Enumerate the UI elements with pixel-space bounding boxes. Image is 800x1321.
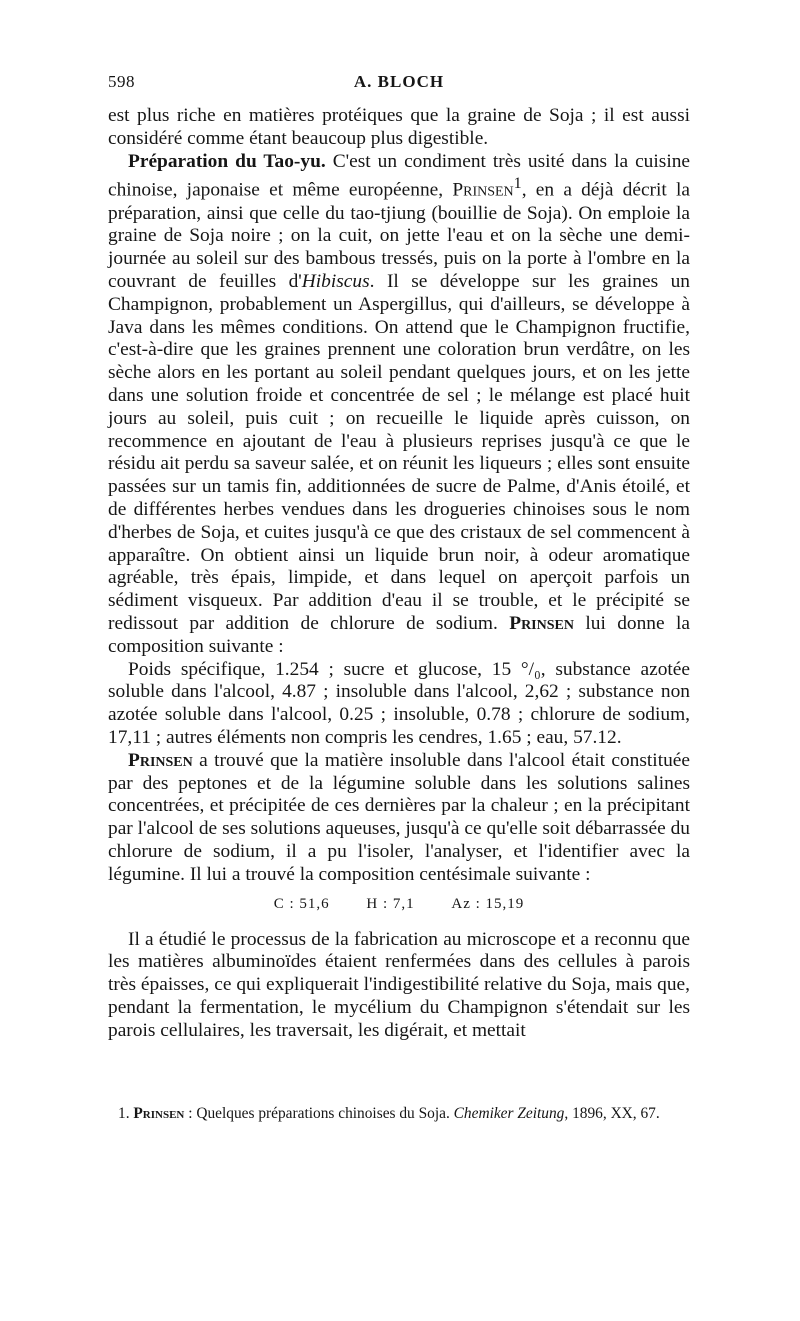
section-heading: Préparation du Tao-yu. (128, 150, 326, 172)
composition-formula (108, 891, 690, 917)
footnote-author: Prinsen (133, 1105, 185, 1122)
formula-nitrogen: Az : 15,19 (451, 895, 525, 912)
footnote-reference: 1 (513, 175, 522, 193)
formula-carbon: C : 51,6 (273, 895, 330, 912)
text-run: , substance azotée soluble dans l'alcool, 4.87 ; insoluble dans l'alcool, 2,62 ; substance non azotée soluble dans l'alcool, 0.25 ; insoluble, 0.78 ; chlorure de sodium, 17,11 ; autres éléments non compris les cendres, 1.65 ; eau, 57.12. (108, 658, 690, 748)
percent-sign: °/₀ (520, 658, 541, 680)
page-header (108, 72, 690, 98)
footnote-text: : Quelques préparations chinoises du Soja. (184, 1105, 454, 1122)
page-number: 598 (108, 72, 135, 91)
formula-hydrogen: H : 7,1 (366, 895, 415, 912)
paragraph-preparation (108, 151, 690, 659)
text-run: lui donne la composition suivante : (108, 613, 690, 657)
footnote-journal: Chemiker Zeitung (453, 1105, 565, 1122)
text-run: . Il se développe sur les graines un Champignon, probablement un Aspergillus, qui d'ailleurs, se développe à Java dans les mêmes conditions. On attend que le Champignon fructifie, c'est-à-dire que les graines prennent une coloration brun verdâtre, on les sèche alors en les portant au soleil pendant quelques jours, et on les jette dans une solution froide et concentrée de sel ; le mélange est placé huit jours au soleil, puis cuit ; on recueille le liquide après cuisson, on recommence en ajoutant de l'eau à plusieurs reprises jusqu'à ce que le résidu ait perdu sa saveur salée, et on réunit les liqueurs ; elles sont ensuite passées sur un tamis fin, additionnées de sucre de Palme, d'Anis étoilé, et de différentes herbes vendues dans les drogueries chinoises sous le nom d'herbes de Soja, et cuites jusqu'à ce que des cristaux de sel commencent à apparaître. On obtient ainsi un liquide brun noir, à odeur aromatique agréable, très épais, limpide, et dans lequel on aperçoit parfois un sédiment visqueux. Par addition d'eau il se trouble, et le précipité se redissout par addition de chlorure de sodium. (108, 271, 690, 634)
text-run: , en a déjà décrit la préparation, ainsi que celle du tao-tjiung (bouillie de Soja). On emploie la graine de Soja noire ; on la cuit, on jette l'eau et on la sèche une demi-journée au soleil sur des bambous tressés, puis on la porte à l'ombre en la couvrant de feuilles d' (108, 179, 690, 293)
text-run: a trouvé que la matière insoluble dans l'alcool était constituée par des peptones et de la légumine soluble dans les solutions salines concentrées, et précipitée de ces dernières par la chaleur ; en la précipitant par l'alcool de ses solutions aqueuses, jusqu'à ce qu'elle soit débarrassée du chlorure de sodium, il a pu l'isoler, l'analyser, et l'identifier avec la légumine. Il lui a trouvé la composition centésimale suivante : (108, 749, 690, 885)
paragraph-microscope: Il a étudié le processus de la fabrication au microscope et a reconnu que les matières albuminoïdes étaient renfermées dans des cellules à parois très épaisses, ce qui expliquerait l'indigestibilité relative du Soja, mais que, pendant la fermentation, le mycélium du Champignon s'étendait sur les parois cellulaires, les traversait, les digérait, et mettait (108, 928, 690, 1041)
footnote (108, 1104, 690, 1124)
text-run: Poids spécifique, 1.254 ; sucre et glucose, 15 (128, 658, 521, 680)
footnote-reference-details: , 1896, XX, 67. (564, 1105, 660, 1122)
body-text (108, 105, 690, 1043)
italic-term: Hibiscus (301, 271, 370, 293)
author-name: Prinsen (509, 613, 574, 634)
paragraph-continuation: est plus riche en matières protéiques que la graine de Soja ; il est aussi considéré comme étant beaucoup plus digestible. (108, 105, 690, 149)
running-title: A. BLOCH (353, 72, 445, 91)
paragraph-analysis (108, 750, 690, 887)
paragraph-composition (108, 659, 690, 750)
author-name: Prinsen (452, 179, 514, 201)
author-name: Prinsen (128, 749, 193, 771)
footnote-number: 1. (118, 1105, 130, 1122)
text-run: C'est un condiment très usité dans la cuisine chinoise, japonaise et même européenne, (108, 150, 691, 201)
